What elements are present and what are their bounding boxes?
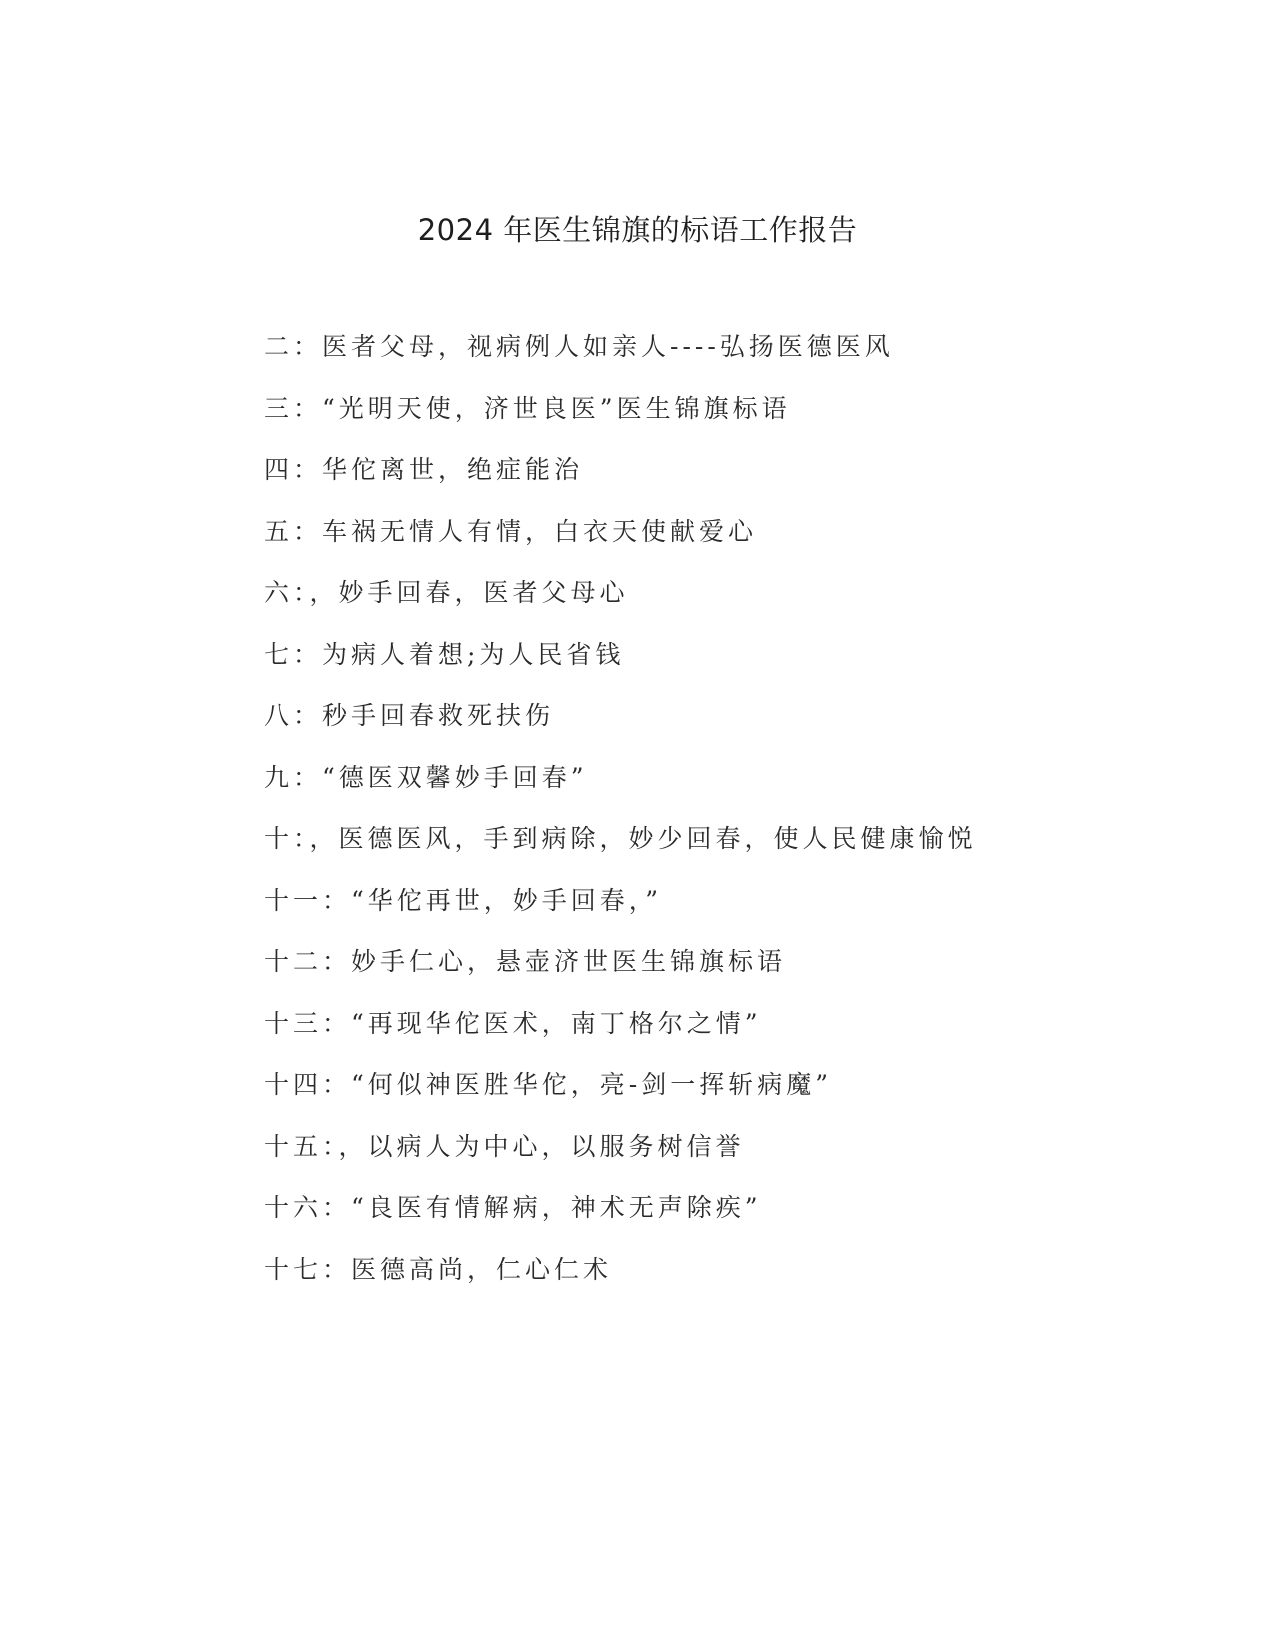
slogan-item: 十六：“良医有情解病，神术无声除疾” — [264, 1193, 762, 1222]
slogan-item: 六：，妙手回春，医者父母心 — [264, 578, 629, 607]
slogan-item: 十：，医德医风，手到病除，妙少回春，使人民健康愉悦 — [264, 824, 977, 853]
slogan-item: 九：“德医双馨妙手回春” — [264, 762, 588, 792]
slogan-item: 十四：“何似神医胜华佗，亮-剑一挥斩病魔” — [264, 1070, 833, 1099]
slogan-item: 五：车祸无情人有情，白衣天使献爱心 — [264, 516, 758, 546]
slogan-item: 三：“光明天使，济世良医”医生锦旗标语 — [264, 393, 791, 423]
slogan-item: 七：为病人着想;为人民省钱 — [264, 639, 625, 669]
document-title: 2024 年医生锦旗的标语工作报告 — [417, 213, 858, 247]
slogan-item: 十二：妙手仁心，悬壶济世医生锦旗标语 — [264, 947, 787, 976]
slogan-item: 十一：“华佗再世，妙手回春，” — [264, 885, 663, 915]
slogan-item: 十五：，以病人为中心，以服务树信誉 — [264, 1131, 745, 1161]
slogan-item: 十三：“再现华佗医术，南丁格尔之情” — [264, 1008, 762, 1038]
slogan-item: 八：秒手回春救死扶伤 — [264, 701, 555, 730]
slogan-list — [264, 330, 1044, 1314]
slogan-item: 二：医者父母，视病例人如亲人----弘扬医德医风 — [264, 332, 894, 361]
slogan-item: 四：华佗离世，绝症能治 — [264, 455, 584, 484]
slogan-item: 十七：医德高尚，仁心仁术 — [264, 1254, 613, 1284]
